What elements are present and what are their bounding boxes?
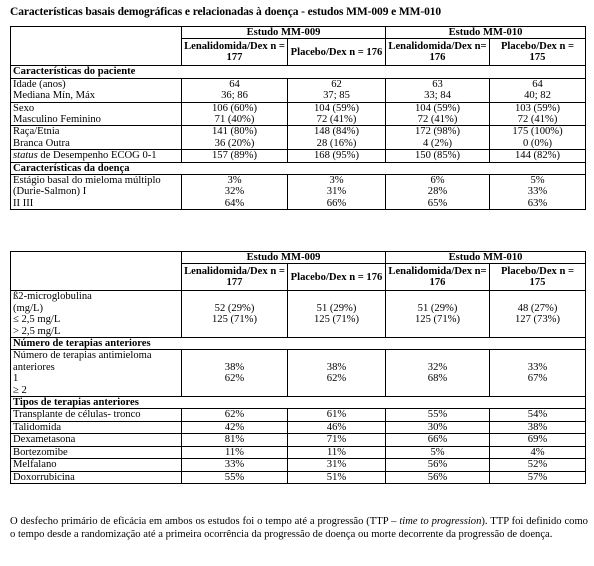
row-label-text: Raça/Etnia Branca Outra xyxy=(13,126,70,149)
value-cell: 52% xyxy=(490,459,586,471)
row-label xyxy=(11,291,182,338)
study-header: Estudo MM-009 xyxy=(182,27,386,39)
row-label xyxy=(11,102,182,126)
section-row xyxy=(11,162,586,174)
section-title: Tipos de terapias anteriores xyxy=(11,397,586,409)
row-label-text: Idade (anos) Mediana Mín, Máx xyxy=(13,78,96,102)
table-row xyxy=(11,471,586,483)
value-cell: 33% xyxy=(182,459,288,471)
table-row xyxy=(11,175,586,210)
value-cell: 61% xyxy=(288,409,386,421)
study-header-row xyxy=(11,252,586,264)
value-cell: 168 (95%) xyxy=(288,150,386,162)
arm-header: Lenalidomida/Dex n= 176 xyxy=(386,264,490,291)
section-row xyxy=(11,397,586,409)
value-cell: 66% xyxy=(386,434,490,446)
footnote xyxy=(10,516,588,541)
arm-header: Placebo/Dex n = 176 xyxy=(288,264,386,291)
value-cell: 157 (89%) xyxy=(182,150,288,162)
value-cell: 56% xyxy=(386,471,490,483)
table-row xyxy=(11,459,586,471)
study-header: Estudo MM-010 xyxy=(386,252,586,264)
value-cell: 63 33; 84 xyxy=(386,78,490,102)
value-cell: 38% xyxy=(490,421,586,433)
value-cell: 141 (80%) 36 (20%) xyxy=(182,126,288,150)
table-row xyxy=(11,150,586,162)
row-label-text: ß2-microglobulina (mg/L) ≤ 2,5 mg/L > 2,5 mg/L xyxy=(13,291,92,337)
row-label xyxy=(11,434,182,446)
row-label-text: Sexo Masculino Feminino xyxy=(13,102,101,126)
value-cell: 42% xyxy=(182,421,288,433)
value-cell: 3% 31% 66% xyxy=(288,175,386,210)
value-cell: 11% xyxy=(288,446,386,458)
value-cell: 33% 67% xyxy=(490,350,586,397)
value-cell: 56% xyxy=(386,459,490,471)
section-title: Características da doença xyxy=(11,162,586,174)
section-row xyxy=(11,338,586,350)
table-row xyxy=(11,126,586,150)
table-row xyxy=(11,434,586,446)
row-label xyxy=(11,175,182,210)
value-cell: 150 (85%) xyxy=(386,150,490,162)
row-label-text: Dexametasona xyxy=(13,434,76,446)
row-label xyxy=(11,421,182,433)
arm-header: Lenalidomida/Dex n= 176 xyxy=(386,39,490,66)
row-label-text: Estágio basal do mieloma múltiplo (Durie-Salmon) I II III xyxy=(13,175,161,209)
value-cell: 3% 32% 64% xyxy=(182,175,288,210)
value-cell: 69% xyxy=(490,434,586,446)
baseline-table-2 xyxy=(10,251,586,484)
row-label xyxy=(11,126,182,150)
value-cell: 104 (59%) 72 (41%) xyxy=(386,102,490,126)
row-label xyxy=(11,409,182,421)
value-cell: 175 (100%) 0 (0%) xyxy=(490,126,586,150)
header-blank-cell xyxy=(11,252,182,291)
value-cell: 4% xyxy=(490,446,586,458)
value-cell: 64 36; 86 xyxy=(182,78,288,102)
value-cell: 30% xyxy=(386,421,490,433)
value-cell: 11% xyxy=(182,446,288,458)
value-cell: 38% 62% xyxy=(288,350,386,397)
value-cell: 32% 68% xyxy=(386,350,490,397)
value-cell: 46% xyxy=(288,421,386,433)
value-cell: 38% 62% xyxy=(182,350,288,397)
arm-header: Placebo/Dex n = 176 xyxy=(288,39,386,66)
row-label-text: de Desempenho ECOG 0-1 xyxy=(40,150,157,162)
value-cell: 71% xyxy=(288,434,386,446)
value-cell: 55% xyxy=(386,409,490,421)
value-cell: 51 (29%) 125 (71%) xyxy=(288,291,386,338)
row-label-text: Bortezomibe xyxy=(13,446,68,458)
section-row xyxy=(11,66,586,78)
value-cell: 31% xyxy=(288,459,386,471)
value-cell: 5% 33% 63% xyxy=(490,175,586,210)
value-cell: 103 (59%) 72 (41%) xyxy=(490,102,586,126)
value-cell: 48 (27%) 127 (73%) xyxy=(490,291,586,338)
table-row xyxy=(11,102,586,126)
row-label xyxy=(11,446,182,458)
value-cell: 104 (59%) 72 (41%) xyxy=(288,102,386,126)
row-label-text: Número de terapias antimieloma anteriores 1 ≥ 2 xyxy=(13,350,152,396)
table-row xyxy=(11,78,586,102)
row-label-italic: status xyxy=(13,150,38,162)
arm-header: Lenalidomida/Dex n = 177 xyxy=(182,39,288,66)
value-cell: 54% xyxy=(490,409,586,421)
value-cell: 51% xyxy=(288,471,386,483)
row-label-text: Talidomida xyxy=(13,421,62,433)
baseline-table-1 xyxy=(10,26,586,210)
row-label xyxy=(11,150,182,162)
value-cell: 62 37; 85 xyxy=(288,78,386,102)
study-header-row xyxy=(11,27,586,39)
row-label xyxy=(11,350,182,397)
value-cell: 51 (29%) 125 (71%) xyxy=(386,291,490,338)
study-header: Estudo MM-009 xyxy=(182,252,386,264)
value-cell: 64 40; 82 xyxy=(490,78,586,102)
row-label-text: Melfalano xyxy=(13,459,57,471)
arm-header: Lenalidomida/Dex n = 177 xyxy=(182,264,288,291)
value-cell: 81% xyxy=(182,434,288,446)
table-row xyxy=(11,291,586,338)
value-cell: 52 (29%) 125 (71%) xyxy=(182,291,288,338)
table-row xyxy=(11,350,586,397)
section-title: Características do paciente xyxy=(11,66,586,78)
row-label xyxy=(11,459,182,471)
table-row xyxy=(11,421,586,433)
value-cell: 106 (60%) 71 (40%) xyxy=(182,102,288,126)
page-title: Características basais demográficas e relacionadas à doença - estudos MM-009 e MM-010 xyxy=(10,6,442,18)
value-cell: 148 (84%) 28 (16%) xyxy=(288,126,386,150)
section-title: Número de terapias anteriores xyxy=(11,338,586,350)
footnote-text-before: O desfecho primário de eficácia em ambos os estudos foi o tempo até a progressão (TTP – xyxy=(10,516,400,527)
study-header: Estudo MM-010 xyxy=(386,27,586,39)
arm-header: Placebo/Dex n = 175 xyxy=(490,264,586,291)
value-cell: 144 (82%) xyxy=(490,150,586,162)
table-row xyxy=(11,446,586,458)
table-row xyxy=(11,409,586,421)
value-cell: 172 (98%) 4 (2%) xyxy=(386,126,490,150)
value-cell: 6% 28% 65% xyxy=(386,175,490,210)
footnote-text-italic: time to progression xyxy=(399,516,482,527)
row-label-text: Transplante de células- tronco xyxy=(13,409,141,421)
value-cell: 55% xyxy=(182,471,288,483)
header-blank-cell xyxy=(11,27,182,66)
value-cell: 62% xyxy=(182,409,288,421)
arm-header: Placebo/Dex n = 175 xyxy=(490,39,586,66)
row-label xyxy=(11,78,182,102)
row-label xyxy=(11,471,182,483)
value-cell: 57% xyxy=(490,471,586,483)
value-cell: 5% xyxy=(386,446,490,458)
row-label-text: Doxorrubicina xyxy=(13,471,75,483)
footnote-text-after: ). TTP foi definido como o tempo desde a randomização até a primeira ocorrência da progressão de doença ou morte decorrente da progressão de doença. xyxy=(10,516,588,540)
